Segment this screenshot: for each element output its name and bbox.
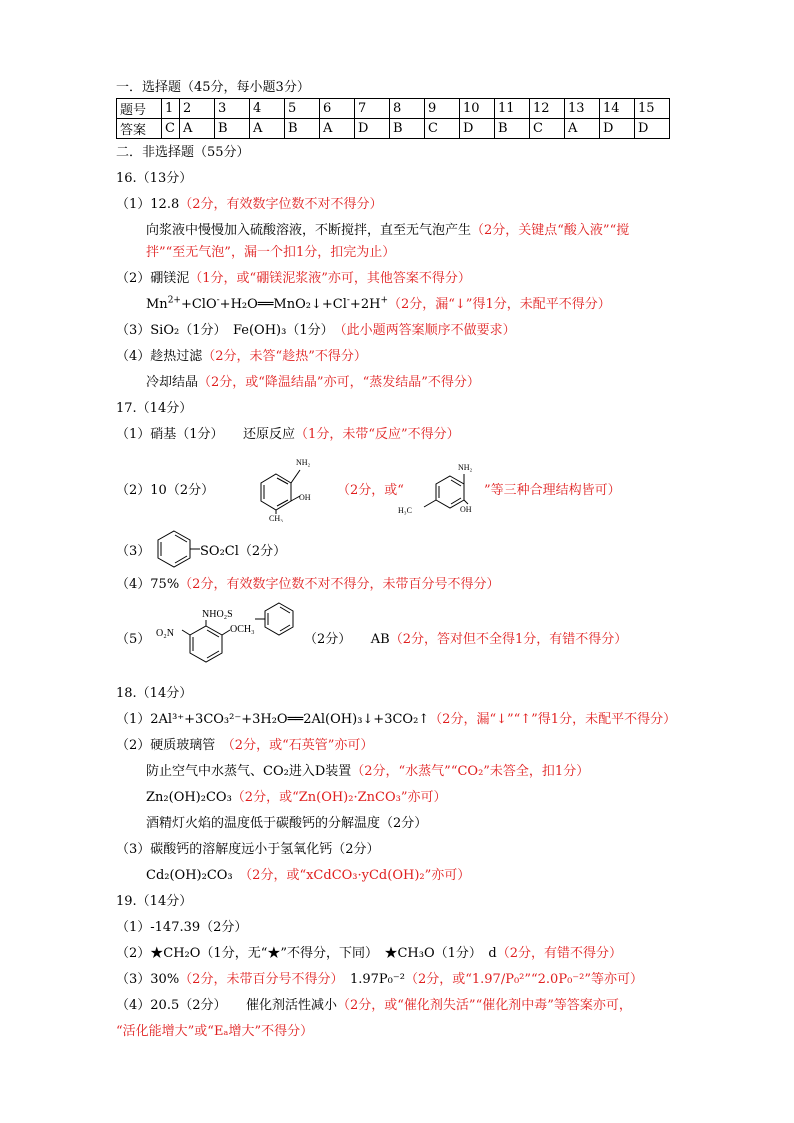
q17-2-answer: （2）10（2分） — [116, 483, 215, 498]
q16-1-answer — [116, 196, 383, 214]
grading-note: （2分，“水蒸气”“CO₂”未答全，扣1分） — [351, 764, 590, 779]
label-och3: OCH₃ — [230, 624, 255, 635]
q18-2-answer-d: 酒精灯火焰的温度低于碳酸钙的分解温度（2分） — [146, 816, 428, 831]
num-cell: 6 — [320, 99, 355, 119]
eq-sup: - — [216, 295, 220, 306]
answer-text: （2）硬质玻璃管 — [116, 738, 216, 753]
answer-cell: C — [425, 119, 460, 139]
q16-1-note-cont: 拌”“至无气泡”，漏一个扣1分，扣完为止） — [146, 245, 396, 260]
structure-aminophenol-methyl — [236, 450, 336, 522]
q19-heading: 19.（14分） — [116, 894, 193, 909]
answer-text: （4）趁热过滤 — [116, 349, 203, 364]
structure-sulfonamide — [152, 596, 302, 678]
answer-text: （2）★CH₂O（1分，无“★”不得分，下同） ★CH₃O（1分） d — [116, 946, 497, 961]
q18-2-answer-c — [146, 789, 446, 807]
label-ch3: CH₃ — [269, 514, 283, 522]
answer-cell: D — [355, 119, 390, 139]
section1-title: 一．选择题（45分，每小题3分） — [116, 80, 310, 95]
num-cell: 4 — [250, 99, 285, 119]
grading-note: （2分，答对但不全得1分，有错不得分） — [389, 632, 628, 647]
q17-3-answer: SO₂Cl（2分） — [200, 544, 287, 559]
grading-note: （2分，或“降温结晶”亦可，“蒸发结晶”不得分） — [198, 375, 480, 390]
grading-note: （1分，未带“反应”不得分） — [295, 427, 460, 442]
grading-note: （2分，或“催化剂失活”“催化剂中毒”等答案亦可， — [337, 998, 632, 1013]
label-oh: OH — [460, 505, 472, 514]
answer-cell: B — [215, 119, 250, 139]
q19-4-note-cont: “活化能增大”或“Eₐ增大”不得分） — [116, 1024, 314, 1039]
q18-2-answer-b — [146, 763, 589, 781]
grading-note: （2分，漏“↓”得1分，未配平不得分） — [387, 297, 611, 312]
num-cell: 5 — [285, 99, 320, 119]
label-nh2: NH₂ — [296, 458, 311, 467]
label-oh: OH — [299, 493, 311, 502]
grading-note: （2分，关键点“酸入液”“搅 — [471, 223, 630, 238]
q17-1-answer — [116, 426, 460, 444]
answer-cell: A — [320, 119, 355, 139]
num-cell: 7 — [355, 99, 390, 119]
answer-cell: D — [460, 119, 495, 139]
grading-note: （2分，有效数字位数不对不得分） — [179, 197, 383, 212]
num-cell: 2 — [180, 99, 215, 119]
answer-cell: B — [495, 119, 530, 139]
q19-2-answer — [116, 945, 622, 963]
num-cell: 13 — [565, 99, 600, 119]
answer-text: 1.97P₀⁻² — [349, 972, 405, 987]
answer-text: （4）75% — [116, 577, 180, 592]
q18-1-answer — [116, 711, 676, 729]
grading-note: （2分，有错不得分） — [496, 946, 623, 961]
grading-note: （2分，或“1.97/P₀²”“2.0P₀⁻²”等亦可） — [404, 972, 644, 987]
grading-note: （2分，有效数字位数不对不得分，未带百分号不得分） — [179, 577, 500, 592]
q18-3-answer-b — [146, 867, 470, 885]
answer-text: 防止空气中水蒸气、CO₂进入D装置 — [146, 764, 352, 779]
num-cell: 12 — [530, 99, 565, 119]
answer-text: （4）20.5（2分） 催化剂活性减小 — [116, 998, 337, 1013]
q17-2-note-a: （2分，或“ — [337, 483, 404, 498]
q16-3-answer — [116, 322, 516, 340]
label-nh2: NH₂ — [458, 463, 473, 472]
structure-benzenesulfonyl-ring — [152, 527, 202, 573]
section2-title: 二．非选择题（55分） — [116, 145, 250, 160]
q18-heading: 18.（14分） — [116, 686, 193, 701]
answer-cell: C — [162, 119, 180, 139]
q17-5-label: （5） — [116, 632, 151, 647]
num-cell: 11 — [495, 99, 530, 119]
structure-aminophenol-methyl-alt — [396, 456, 486, 518]
answer-cell: A — [565, 119, 600, 139]
grading-note: （2分，或“Zn(OH)₂·ZnCO₃”亦可） — [231, 790, 447, 805]
num-cell: 1 — [162, 99, 180, 119]
row-label-number: 题号 — [117, 99, 162, 119]
q16-4-answer-b — [146, 374, 480, 392]
choice-answer-table — [116, 98, 670, 139]
answer-cell: C — [530, 119, 565, 139]
grading-note: （此小题两答案顺序不做要求） — [340, 323, 516, 338]
q16-heading: 16.（13分） — [116, 171, 193, 186]
grading-note: （1分，或“硼镁泥浆液”亦可，其他答案不得分） — [189, 271, 471, 286]
eq-part: +2H — [349, 297, 381, 312]
table-row-answers — [117, 119, 670, 139]
row-label-answer: 答案 — [117, 119, 162, 139]
answer-cell: B — [285, 119, 320, 139]
q19-1-answer: （1）-147.39（2分） — [116, 920, 248, 935]
answer-cell: D — [635, 119, 670, 139]
answer-text: （1）硝基（1分） 还原反应 — [116, 427, 296, 442]
answer-text: 向浆液中慢慢加入硫酸溶液，不断搅拌，直至无气泡产生 — [146, 223, 472, 238]
q17-4-answer — [116, 576, 499, 594]
grading-note: （2分，未带百分号不得分） — [179, 972, 337, 987]
grading-note: （2分，漏“↓”“↑”得1分，未配平不得分） — [429, 712, 677, 727]
q18-3-answer: （3）碳酸钙的溶解度远小于氢氧化钙（2分） — [116, 842, 380, 857]
eq-sup: - — [346, 295, 350, 306]
answer-text: 冷却结晶 — [146, 375, 199, 390]
answer-cell: D — [600, 119, 635, 139]
eq-sup: + — [380, 295, 388, 306]
grading-note: （2分，或“石英管”亦可） — [228, 738, 374, 753]
q16-1-method — [146, 222, 629, 240]
grading-note: （2分，或“xCdCO₃·yCd(OH)₂”亦可） — [245, 868, 471, 883]
num-cell: 8 — [390, 99, 425, 119]
answer-text: （3）SiO₂（1分） Fe(OH)₃（1分） — [116, 323, 328, 338]
q16-2-equation — [146, 296, 611, 314]
num-cell: 15 — [635, 99, 670, 119]
q16-2-answer — [116, 270, 471, 288]
num-cell: 3 — [215, 99, 250, 119]
answer-text: （1）12.8 — [116, 197, 180, 212]
answer-text: （2）硼镁泥 — [116, 271, 190, 286]
eq-part: +ClO — [180, 297, 217, 312]
q17-5-answer — [304, 631, 627, 649]
answer-text: （2分） AB — [304, 632, 390, 647]
table-row-numbers — [117, 99, 670, 119]
label-nho2s: NHO₂S — [202, 609, 233, 620]
answer-cell: A — [180, 119, 215, 139]
q17-2-note-b: ”等三种合理结构皆可） — [484, 483, 621, 498]
answer-text: （1）2Al³⁺+3CO₃²⁻+3H₂O══2Al(OH)₃↓+3CO₂↑ — [116, 712, 430, 727]
answer-cell: A — [250, 119, 285, 139]
q16-4-answer — [116, 348, 367, 366]
q19-4-answer — [116, 997, 632, 1015]
label-h3c: H₃C — [398, 506, 412, 515]
num-cell: 9 — [425, 99, 460, 119]
answer-text: Zn₂(OH)₂CO₃ — [146, 790, 232, 805]
answer-text: （3）30% — [116, 972, 180, 987]
eq-part: Mn — [146, 297, 168, 312]
q19-3-answer — [116, 971, 643, 989]
grading-note: （2分，未答“趁热”不得分） — [202, 349, 367, 364]
eq-part: +H₂O══MnO₂↓+Cl — [219, 297, 347, 312]
q18-2-answer — [116, 737, 373, 755]
eq-sup: 2+ — [167, 295, 181, 306]
q17-3-label: （3） — [116, 544, 151, 559]
num-cell: 14 — [600, 99, 635, 119]
q17-heading: 17.（14分） — [116, 401, 193, 416]
num-cell: 10 — [460, 99, 495, 119]
answer-cell: B — [390, 119, 425, 139]
answer-text: Cd₂(OH)₂CO₃ — [146, 868, 233, 883]
label-o2n: O₂N — [156, 628, 174, 639]
